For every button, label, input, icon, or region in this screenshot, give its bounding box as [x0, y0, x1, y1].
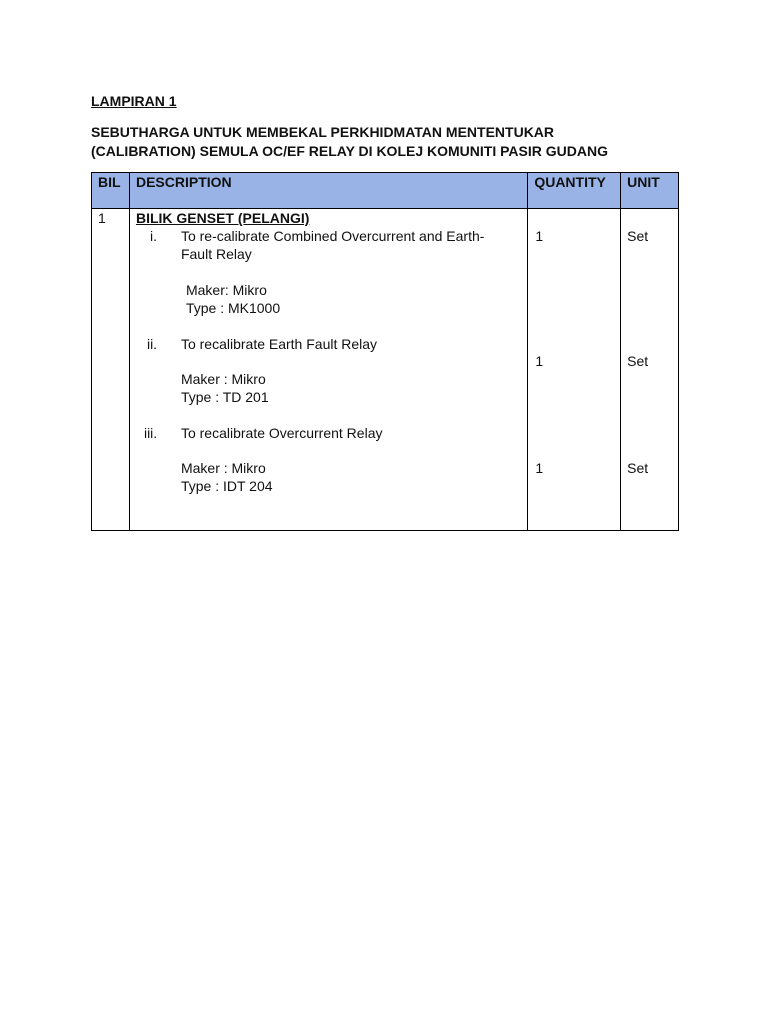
item-unit: Set: [627, 228, 649, 244]
item-quantity: 1: [535, 353, 544, 369]
document-title: [91, 123, 691, 161]
title-line-1: SEBUTHARGA UNTUK MEMBEKAL PERKHIDMATAN MENTENTUKAR: [91, 124, 555, 140]
item-description: To recalibrate Earth Fault Relay: [180, 336, 378, 352]
header-quantity: QUANTITY: [528, 173, 621, 209]
item-maker: Maker : Mikro: [180, 460, 266, 476]
section-title: BILIK GENSET (PELANGI): [135, 210, 310, 226]
header-description: DESCRIPTION: [129, 173, 527, 209]
item-unit: Set: [627, 353, 649, 369]
cell-unit: [621, 209, 679, 531]
item-quantity: 1: [535, 460, 544, 476]
item-description: To re-calibrate Combined Overcurrent and Earth-: [180, 228, 485, 244]
cell-description: [129, 209, 527, 531]
item-quantity: 1: [535, 228, 544, 244]
item-maker: Maker: Mikro: [185, 282, 267, 298]
item-description-continued: Fault Relay: [180, 246, 252, 262]
header-unit: UNIT: [621, 173, 679, 209]
item-type: Type : MK1000: [185, 300, 281, 316]
table-row: [92, 209, 679, 531]
item-type: Type : TD 201: [180, 389, 269, 405]
item-unit: Set: [627, 460, 649, 476]
quotation-table: [91, 172, 679, 531]
item-description: To recalibrate Overcurrent Relay: [180, 425, 383, 441]
item-maker: Maker : Mikro: [180, 371, 266, 387]
item-type: Type : IDT 204: [180, 478, 273, 494]
header-bil: BIL: [92, 173, 130, 209]
item-number: ii.: [146, 336, 158, 352]
title-line-2: (CALIBRATION) SEMULA OC/EF RELAY DI KOLEJ KOMUNITI PASIR GUDANG: [91, 143, 608, 159]
cell-quantity: [528, 209, 621, 531]
item-number: iii.: [143, 425, 158, 441]
item-number: i.: [149, 228, 157, 244]
table-header-row: [92, 173, 679, 209]
document-heading: LAMPIRAN 1: [91, 93, 177, 109]
cell-bil: [92, 209, 130, 531]
row-number: 1: [98, 210, 106, 226]
